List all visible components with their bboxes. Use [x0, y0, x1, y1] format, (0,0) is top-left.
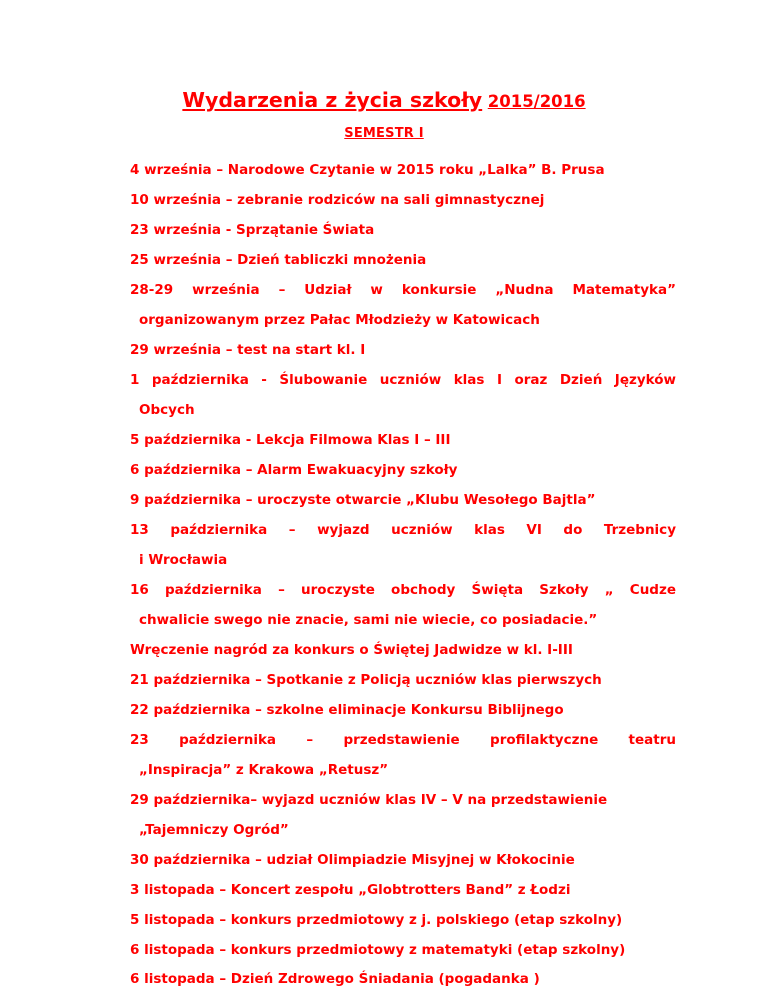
- event-line: 4 września – Narodowe Czytanie w 2015 roku „Lalka” B. Prusa: [130, 162, 605, 178]
- event-line: 5 listopada – konkurs przedmiotowy z j. polskiego (etap szkolny): [130, 912, 623, 928]
- event-line: 29 października– wyjazd uczniów klas IV – V na przedstawienie: [130, 792, 608, 808]
- event-line: 13 października – wyjazd uczniów klas VI do Trzebnicy: [130, 522, 676, 538]
- event-line: 29 września – test na start kl. I: [130, 342, 366, 358]
- event-line: 6 października – Alarm Ewakuacyjny szkoły: [130, 462, 458, 478]
- event-line-continuation: i Wrocławia: [139, 552, 228, 568]
- event-line-continuation: organizowanym przez Pałac Młodzieży w Katowicach: [139, 312, 540, 328]
- event-line: 3 listopada – Koncert zespołu „Globtrotters Band” z Łodzi: [130, 882, 571, 898]
- event-line: 28-29 września – Udział w konkursie „Nudna Matematyka”: [130, 282, 676, 298]
- event-line: Wręczenie nagród za konkurs o Świętej Jadwidze w kl. I-III: [130, 642, 573, 658]
- event-line: 30 października – udział Olimpiadzie Misyjnej w Kłokocinie: [130, 852, 575, 868]
- event-line: 22 października – szkolne eliminacje Konkursu Biblijnego: [130, 702, 564, 718]
- event-line: 9 października – uroczyste otwarcie „Klubu Wesołego Bajtla”: [130, 492, 596, 508]
- event-line: 10 września – zebranie rodziców na sali gimnastycznej: [130, 192, 545, 208]
- event-line: 21 października – Spotkanie z Policją uczniów klas pierwszych: [130, 672, 602, 688]
- title-main: Wydarzenia z życia szkoły: [182, 88, 483, 112]
- event-line: 16 października – uroczyste obchody Święta Szkoły „ Cudze: [130, 582, 676, 598]
- event-line: 23 października – przedstawienie profilaktyczne teatru: [130, 732, 676, 748]
- event-line-continuation: chwalicie swego nie znacie, sami nie wiecie, co posiadacie.”: [139, 612, 598, 628]
- event-line: 5 października - Lekcja Filmowa Klas I – III: [130, 432, 451, 448]
- event-line: 6 listopada – konkurs przedmiotowy z matematyki (etap szkolny): [130, 942, 626, 958]
- event-line: 23 września - Sprzątanie Świata: [130, 222, 375, 238]
- event-line: 1 października - Ślubowanie uczniów klas I oraz Dzień Języków: [130, 372, 676, 388]
- event-line: 6 listopada – Dzień Zdrowego Śniadania (pogadanka ): [130, 971, 540, 987]
- semester-heading: SEMESTR I: [344, 126, 424, 141]
- event-line-continuation: „Tajemniczy Ogród”: [139, 822, 289, 838]
- event-line: 25 września – Dzień tabliczki mnożenia: [130, 252, 427, 268]
- title-year: 2015/2016: [487, 92, 586, 111]
- page-title: [0, 88, 768, 112]
- event-line-continuation: „Inspiracja” z Krakowa „Retusz”: [139, 762, 389, 778]
- event-line-continuation: Obcych: [139, 402, 195, 418]
